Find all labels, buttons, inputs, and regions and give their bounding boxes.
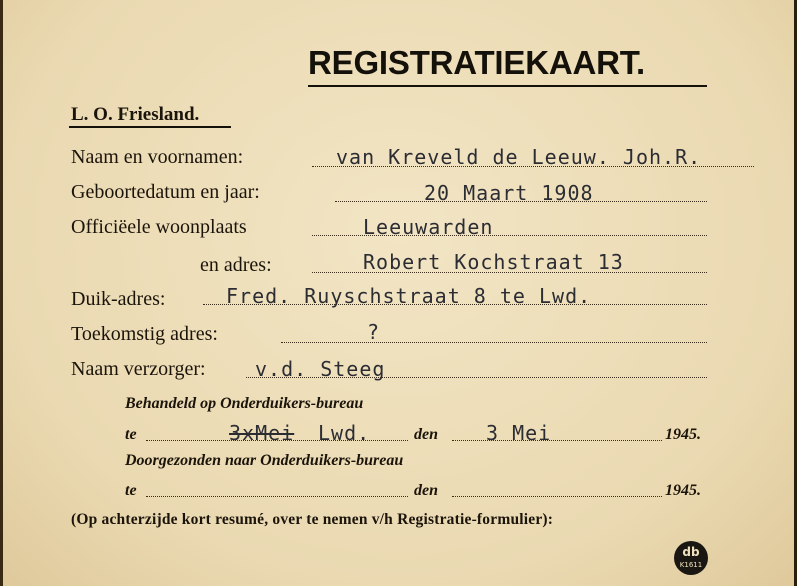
hiding-address-label: Duik-adres:: [71, 288, 166, 310]
card-title: REGISTRATIEKAART.: [308, 44, 645, 81]
residence-value: Leeuwarden: [363, 215, 494, 239]
future-address-value: ?: [367, 320, 381, 344]
name-label: Naam en voornamen:: [71, 146, 244, 168]
handled-den-dotted-line: [452, 440, 662, 441]
forwarded-year: 1945.: [665, 482, 701, 499]
future-address-dotted-line: [281, 342, 707, 343]
address-value: Robert Kochstraat 13: [363, 250, 624, 274]
handled-den-value: 3 Mei: [486, 421, 552, 445]
forwarded-te-label: te: [125, 482, 137, 499]
stamp-top-text: db: [682, 545, 700, 559]
handled-te-label: te: [125, 426, 137, 443]
residence-label: Officiëele woonplaats: [71, 216, 247, 238]
forwarded-te-dotted-line: [146, 496, 408, 497]
handled-heading: Behandeld op Onderduikers-bureau: [125, 395, 364, 412]
handled-te-struck-text: 3xMei: [229, 421, 295, 445]
caretaker-value: v.d. Steeg: [255, 357, 386, 381]
forwarded-heading: Doorgezonden naar Onderduikers-bureau: [125, 452, 404, 469]
organisation-name: L. O. Friesland.: [71, 104, 200, 125]
stamp-bottom-text: K1611: [679, 561, 703, 569]
hiding-address-value: Fred. Ruyschstraat 8 te Lwd.: [226, 284, 592, 308]
future-address-label: Toekomstig adres:: [71, 323, 218, 345]
birthdate-value: 20 Maart 1908: [424, 181, 594, 205]
handled-den-label: den: [414, 426, 438, 443]
forwarded-den-dotted-line: [452, 496, 662, 497]
name-value: van Kreveld de Leeuw. Joh.R.: [336, 145, 702, 169]
title-underline: [308, 85, 707, 87]
address-label: en adres:: [200, 254, 272, 276]
birthdate-label: Geboortedatum en jaar:: [71, 181, 260, 203]
handled-year: 1945.: [665, 426, 701, 443]
organisation-underline: [69, 126, 231, 128]
handled-te-value: Lwd.: [318, 421, 371, 445]
printer-stamp-logo: [674, 541, 708, 575]
caretaker-label: Naam verzorger:: [71, 358, 206, 380]
forwarded-den-label: den: [414, 482, 438, 499]
footer-note: (Op achterzijde kort resumé, over te nemen v/h Registratie-formulier):: [71, 511, 554, 528]
